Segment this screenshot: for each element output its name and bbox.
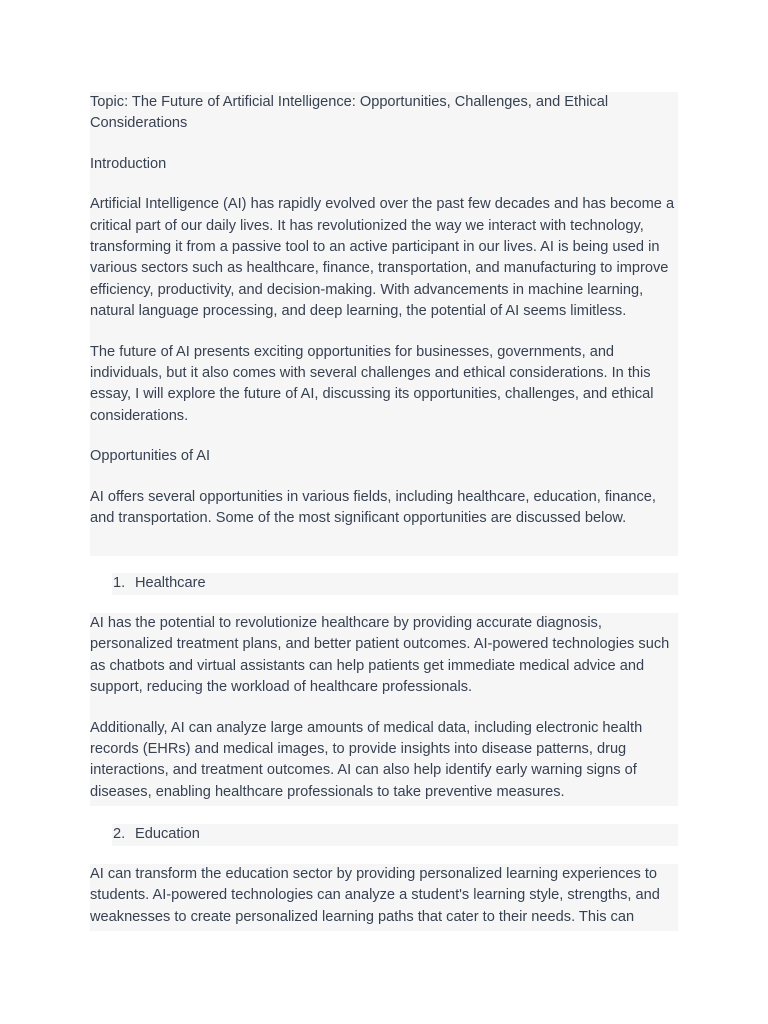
text-block-education <box>90 864 678 931</box>
heading-introduction: Introduction <box>90 155 167 172</box>
paragraph-education-1: AI can transform the education sector by providing personalized learning experiences to students. AI-powered technologies can analyze a student's learning style, strengths, and weaknesses to create personalized learning paths that cater to their needs. This can <box>90 866 660 925</box>
paragraph-healthcare-1: AI has the potential to revolutionize healthcare by providing accurate diagnosis, personalized treatment plans, and better patient outcomes. AI-powered technologies such as chatbots and virtual assistants can help patients get immediate medical advice and support, reducing the workload of healthcare professionals. <box>90 615 670 696</box>
text-block-healthcare <box>90 613 678 806</box>
list-label-education: Education <box>135 826 200 842</box>
list-number: 2. <box>113 826 126 842</box>
paragraph-opportunities: AI offers several opportunities in various fields, including healthcare, education, finance, and transportation. Some of the most significant opportunities are discussed below. <box>90 488 656 527</box>
paragraph-intro-2: The future of AI presents exciting opportunities for businesses, governments, and individuals, but it also comes with several challenges and ethical considerations. In this essay, I will explore the future of AI, discussing its opportunities, challenges, and ethical considerations. <box>90 343 654 424</box>
paragraph-intro-1: Artificial Intelligence (AI) has rapidly evolved over the past few decades and has become a critical part of our daily lives. It has revolutionized the way we interact with technology, transforming it from a passive tool to an active participant in our lives. AI is being used in various sectors such as healthcare, finance, transportation, and manufacturing to improve efficiency, productivity, and decision-making. With advancements in machine learning, natural language processing, and deep learning, the potential of AI seems limitless. <box>90 196 675 320</box>
list-number: 1. <box>113 575 126 591</box>
paragraph-healthcare-2: Additionally, AI can analyze large amounts of medical data, including electronic health records (EHRs) and medical images, to provide insights into disease patterns, drug interactions, and treatment outcomes. AI can also help identify early warning signs of diseases, enabling healthcare professionals to take preventive measures. <box>90 719 643 800</box>
list-item <box>112 573 678 595</box>
heading-opportunities: Opportunities of AI <box>90 448 211 465</box>
list-label-healthcare: Healthcare <box>135 575 206 591</box>
topic-line: Topic: The Future of Artificial Intelligence: Opportunities, Challenges, and Ethical Considerations <box>90 94 609 132</box>
text-block-intro <box>90 92 678 556</box>
list-item <box>112 824 678 846</box>
